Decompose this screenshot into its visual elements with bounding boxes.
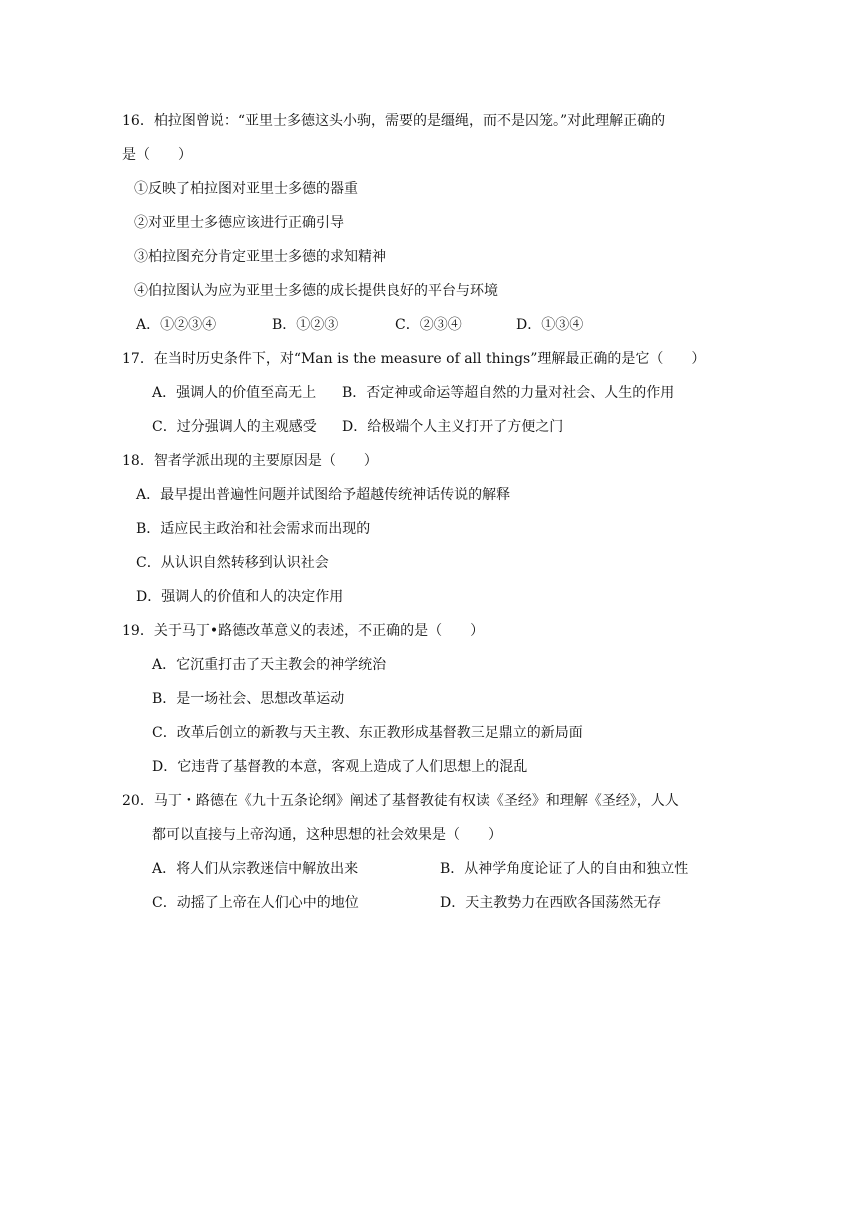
question-19-stem: 19．关于马丁•路德改革意义的表述，不正确的是（ ） bbox=[122, 623, 485, 639]
question-16-statement-2: ②对亚里士多德应该进行正确引导 bbox=[134, 215, 344, 231]
question-16-option-c: C．②③④ bbox=[395, 317, 462, 333]
question-20-option-d: D．天主教势力在西欧各国荡然无存 bbox=[440, 895, 662, 911]
question-16-statement-4: ④伯拉图认为应为亚里士多德的成长提供良好的平台与环境 bbox=[134, 283, 498, 299]
question-19-option-d: D．它违背了基督教的本意，客观上造成了人们思想上的混乱 bbox=[152, 759, 528, 775]
question-17-option-d: D．给极端个人主义打开了方便之门 bbox=[342, 419, 564, 435]
question-17-stem: 17．在当时历史条件下，对“Man is the measure of all things”理解最正确的是它（ ） bbox=[122, 351, 706, 367]
question-19-option-a: A．它沉重打击了天主教会的神学统治 bbox=[152, 657, 387, 673]
question-16-option-d: D．①③④ bbox=[516, 317, 584, 333]
question-19-option-b: B．是一场社会、思想改革运动 bbox=[152, 691, 345, 707]
question-17-option-b: B．否定神或命运等超自然的力量对社会、人生的作用 bbox=[342, 385, 675, 401]
question-18-stem: 18．智者学派出现的主要原因是（ ） bbox=[122, 453, 378, 469]
question-20-option-b: B．从神学角度论证了人的自由和独立性 bbox=[440, 861, 689, 877]
question-17-option-c: C．过分强调人的主观感受 bbox=[152, 419, 317, 435]
question-16-statement-1: ①反映了柏拉图对亚里士多德的器重 bbox=[134, 181, 358, 197]
question-16-stem: 16．柏拉图曾说：“亚里士多德这头小驹，需要的是缰绳，而不是囚笼。”对此理解正确的 bbox=[122, 113, 666, 129]
question-18-option-a: A．最早提出普遍性问题并试图给予超越传统神话传说的解释 bbox=[136, 487, 511, 503]
question-18-option-c: C．从认识自然转移到认识社会 bbox=[136, 555, 329, 571]
question-18-option-d: D．强调人的价值和人的决定作用 bbox=[136, 589, 344, 605]
question-20-stem-cont: 都可以直接与上帝沟通，这种思想的社会效果是（ ） bbox=[152, 827, 502, 843]
question-16-option-b: B．①②③ bbox=[272, 317, 339, 333]
question-20-option-c: C．动摇了上帝在人们心中的地位 bbox=[152, 895, 359, 911]
question-16-statement-3: ③柏拉图充分肯定亚里士多德的求知精神 bbox=[134, 249, 386, 265]
question-20-stem: 20．马丁・路德在《九十五条论纲》阐述了基督教徒有权读《圣经》和理解《圣经》，人人 bbox=[122, 793, 679, 809]
question-20-option-a: A．将人们从宗教迷信中解放出来 bbox=[152, 861, 359, 877]
question-19-option-c: C．改革后创立的新教与天主教、东正教形成基督教三足鼎立的新局面 bbox=[152, 725, 583, 741]
question-16-option-a: A．①②③④ bbox=[136, 317, 217, 333]
question-16-stem-cont: 是（ ） bbox=[122, 147, 192, 163]
question-17-option-a: A．强调人的价值至高无上 bbox=[152, 385, 317, 401]
question-18-option-b: B．适应民主政治和社会需求而出现的 bbox=[136, 521, 371, 537]
